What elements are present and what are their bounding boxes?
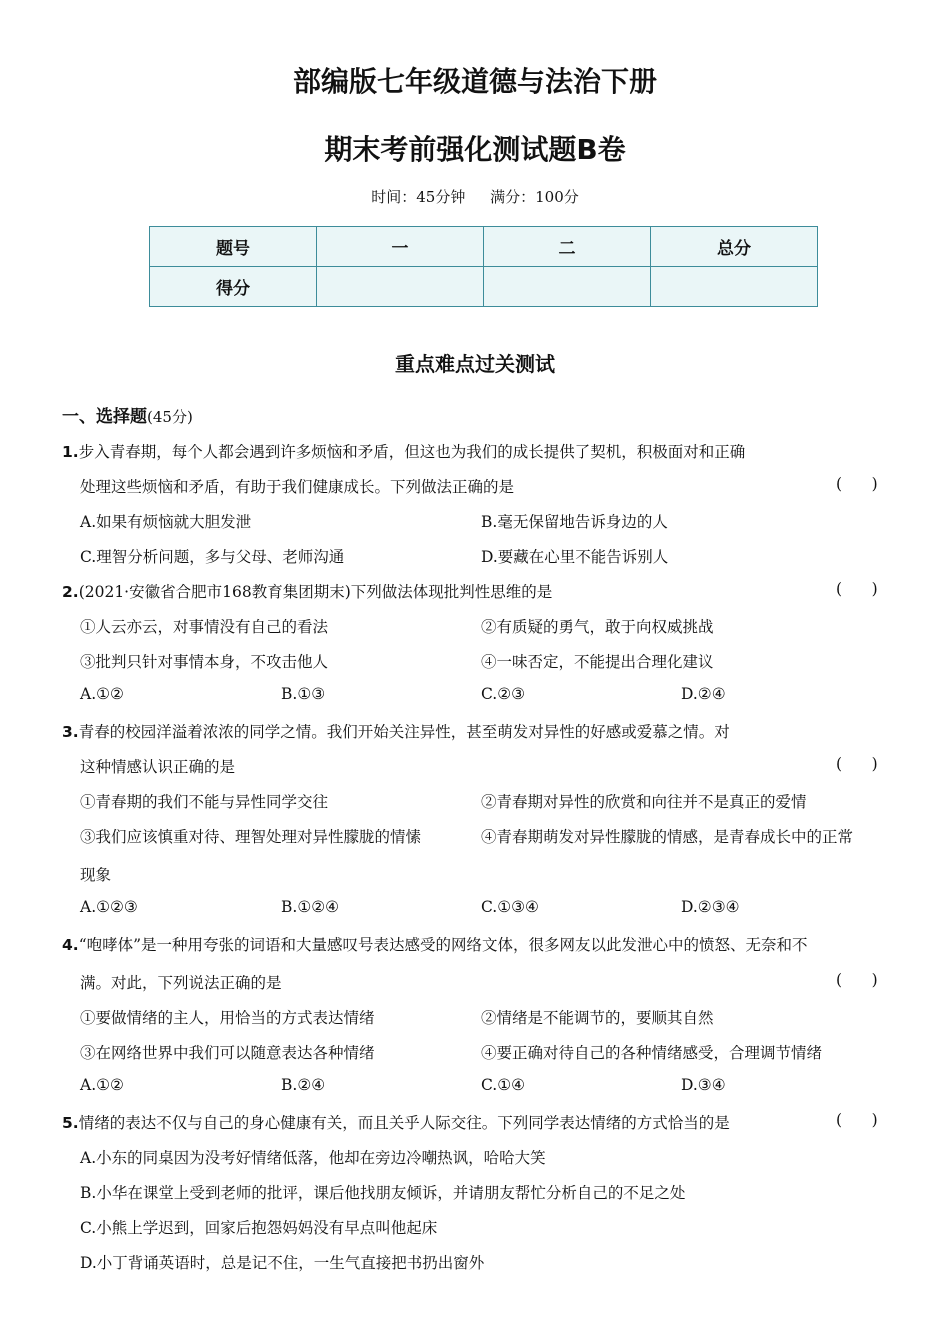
option-d: D.②④: [681, 685, 726, 703]
question-text: 青春的校园洋溢着浓浓的同学之情。我们开始关注异性，甚至萌发对异性的好感或爱慕之情。对: [78, 723, 730, 741]
table-cell[interactable]: [317, 267, 484, 307]
table-cell: 题号: [150, 227, 317, 267]
exam-score: 满分：100分: [490, 188, 579, 206]
option-a: A.①②: [80, 1076, 124, 1094]
part-label: 一、选择题: [62, 407, 147, 427]
table-cell[interactable]: [484, 267, 651, 307]
option-a: A.如果有烦恼就大胆发泄: [80, 513, 252, 531]
statement-1: ①要做情绪的主人，用恰当的方式表达情绪: [80, 1009, 375, 1027]
question-number: 2.: [62, 583, 79, 601]
question-text: “咆哮体”是一种用夸张的词语和大量感叹号表达感受的网络文体，很多网友以此发泄心中的愤怒、无奈和不: [78, 936, 808, 954]
option-b: B.①②④: [281, 898, 340, 916]
question-text: 步入青春期，每个人都会遇到许多烦恼和矛盾，但这也为我们的成长提供了契机，积极面对和正确: [78, 443, 746, 461]
table-cell: 二: [484, 227, 651, 267]
statement-2: ②有质疑的勇气，敢于向权威挑战: [481, 618, 714, 636]
table-row: [150, 267, 818, 307]
question-number: 3.: [62, 723, 79, 741]
option-a: A.小东的同桌因为没考好情绪低落，他却在旁边冷嘲热讽，哈哈大笑: [80, 1149, 546, 1167]
statement-1: ①青春期的我们不能与异性同学交往: [80, 793, 329, 811]
table-row: [150, 227, 818, 267]
table-cell: 一: [317, 227, 484, 267]
part-points: (45分): [147, 408, 193, 426]
answer-bracket[interactable]: ( ): [836, 971, 878, 989]
statement-2: ②情绪是不能调节的，要顺其自然: [481, 1009, 714, 1027]
option-b: B.毫无保留地告诉身边的人: [481, 513, 668, 531]
question-number: 4.: [62, 936, 79, 954]
question-5: [62, 1111, 730, 1133]
option-d: D.③④: [681, 1076, 726, 1094]
score-table: [149, 226, 818, 307]
statement-4: ④要正确对待自己的各种情绪感受，合理调节情绪: [481, 1044, 823, 1062]
doc-subtitle: 期末考前强化测试题B卷: [324, 133, 626, 166]
answer-bracket[interactable]: ( ): [836, 1111, 878, 1129]
table-cell[interactable]: [651, 267, 818, 307]
question-3: [62, 720, 730, 742]
statement-4: ④一味否定，不能提出合理化建议: [481, 653, 714, 671]
question-2: [62, 580, 552, 602]
table-cell: 得分: [150, 267, 317, 307]
section-title: 重点难点过关测试: [395, 352, 555, 376]
statement-4-cont: 现象: [80, 866, 112, 884]
option-c: C.理智分析问题，多与父母、老师沟通: [80, 548, 345, 566]
question-number: 1.: [62, 443, 79, 461]
option-c: C.②③: [481, 685, 526, 703]
option-a: A.①②③: [80, 898, 138, 916]
option-d: D.要藏在心里不能告诉别人: [481, 548, 669, 566]
statement-1: ①人云亦云，对事情没有自己的看法: [80, 618, 329, 636]
option-d: D.②③④: [681, 898, 740, 916]
statement-4: ④青春期萌发对异性朦胧的情感，是青春成长中的正常: [481, 828, 854, 846]
question-text: 情绪的表达不仅与自己的身心健康有关，而且关乎人际交往。下列同学表达情绪的方式恰当的是: [78, 1114, 730, 1132]
exam-meta: [0, 186, 950, 207]
question-4: [62, 933, 808, 955]
option-b: B.②④: [281, 1076, 326, 1094]
option-c: C.①③④: [481, 898, 539, 916]
option-a: A.①②: [80, 685, 124, 703]
doc-title: 部编版七年级道德与法治下册: [292, 65, 657, 98]
exam-time: 时间：45分钟: [371, 188, 466, 206]
statement-3: ③在网络世界中我们可以随意表达各种情绪: [80, 1044, 375, 1062]
answer-bracket[interactable]: ( ): [836, 755, 878, 773]
answer-bracket[interactable]: ( ): [836, 475, 878, 493]
statement-3: ③批判只针对事情本身，不攻击他人: [80, 653, 329, 671]
option-b: B.①③: [281, 685, 326, 703]
statement-3: ③我们应该慎重对待、理智处理对异性朦胧的情愫: [80, 828, 422, 846]
question-text: 处理这些烦恼和矛盾，有助于我们健康成长。下列做法正确的是: [80, 478, 515, 496]
option-c: C.小熊上学迟到，回家后抱怨妈妈没有早点叫他起床: [80, 1219, 438, 1237]
question-text: 满。对此，下列说法正确的是: [80, 974, 282, 992]
question-number: 5.: [62, 1114, 79, 1132]
option-c: C.①④: [481, 1076, 526, 1094]
question-text: 这种情感认识正确的是: [80, 758, 236, 776]
answer-bracket[interactable]: ( ): [836, 580, 878, 598]
question-text: (2021·安徽省合肥市168教育集团期末)下列做法体现批判性思维的是: [78, 583, 553, 601]
part-heading: [62, 402, 193, 427]
option-b: B.小华在课堂上受到老师的批评，课后他找朋友倾诉，并请朋友帮忙分析自己的不足之处: [80, 1184, 686, 1202]
statement-2: ②青春期对异性的欣赏和向往并不是真正的爱情: [481, 793, 807, 811]
question-1: [62, 440, 745, 462]
table-cell: 总分: [651, 227, 818, 267]
option-d: D.小丁背诵英语时，总是记不住，一生气直接把书扔出窗外: [80, 1254, 485, 1272]
